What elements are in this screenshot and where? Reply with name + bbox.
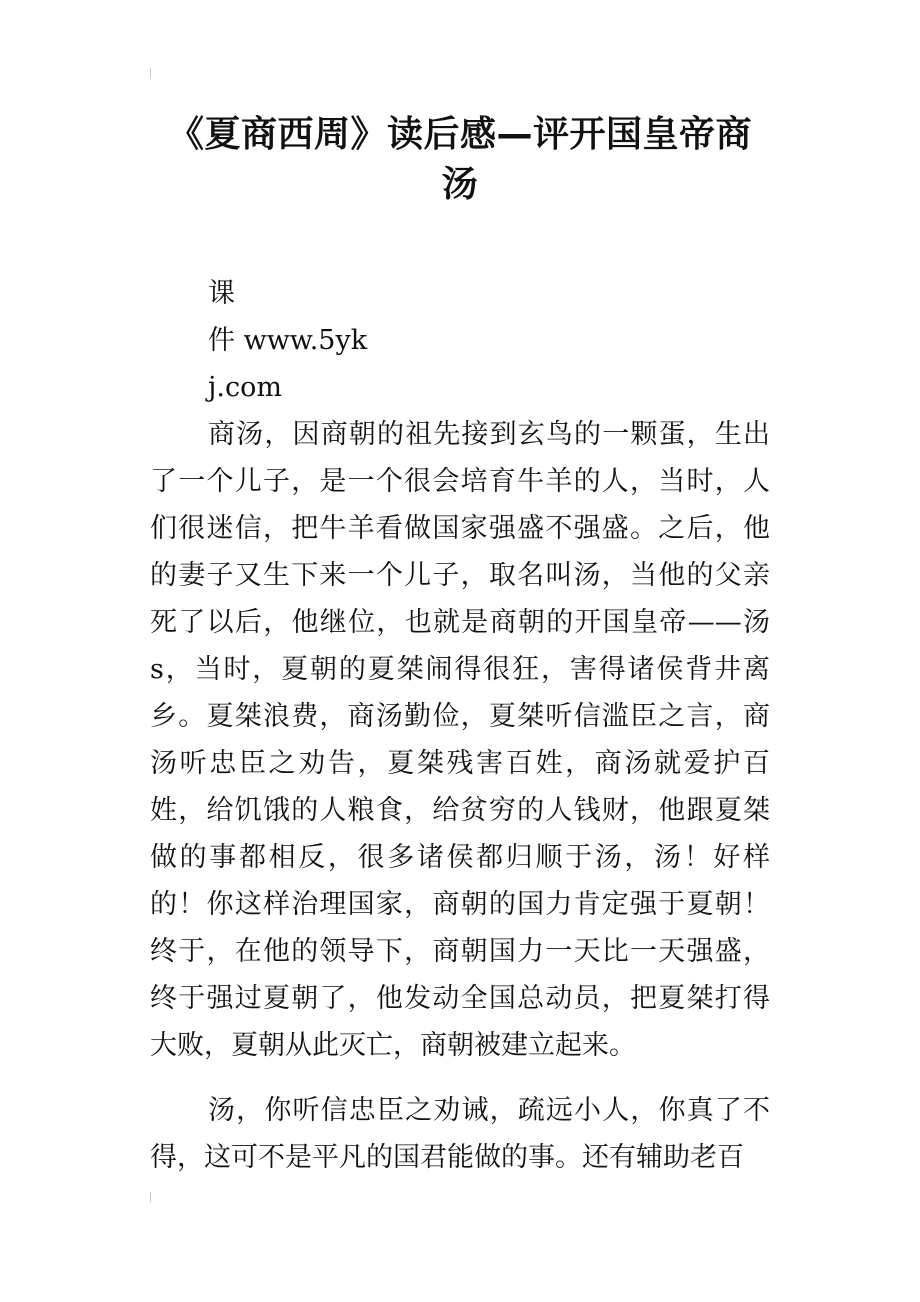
- source-line-3: j.com: [208, 372, 282, 403]
- body-paragraph-1: 商汤，因商朝的祖先接到玄鸟的一颗蛋，生出了一个儿子，是一个很会培育牛羊的人，当时，人们很迷信，把牛羊看做国家强盛不强盛。之后，他的妻子又生下来一个儿子，取名叫汤，当他的父亲死了以后，他继位，也就是商朝的开国皇帝——汤s，当时，夏朝的夏桀闹得很狂，害得诸侯背井离乡。夏桀浪费，商汤勤俭，夏桀听信滥臣之言，商汤听忠臣之劝告，夏桀残害百姓，商汤就爱护百姓，给饥饿的人粮食，给贫穷的人钱财，他跟夏桀做的事都相反，很多诸侯都归顺于汤，汤！好样的！你这样治理国家，商朝的国力肯定强于夏朝！终于，在他的领导下，商朝国力一天比一天强盛，终于强过夏朝了，他发动全国总动员，把夏桀打得大败，夏朝从此灭亡，商朝被建立起来。: [150, 419, 770, 1061]
- source-line-1: 课: [208, 278, 235, 309]
- document-body: [150, 270, 770, 1181]
- page-corner-mark-top: [150, 68, 157, 78]
- document-title: 《夏商西周》读后感—评开国皇帝商汤: [167, 114, 752, 205]
- source-line-2: 件 www.5yk: [208, 325, 368, 356]
- body-paragraph-2: 汤，你听信忠臣之劝诫，疏远小人，你真了不得，这可不是平凡的国君能做的事。还有辅助老百: [150, 1095, 770, 1173]
- page-corner-mark-bottom: [150, 1192, 157, 1202]
